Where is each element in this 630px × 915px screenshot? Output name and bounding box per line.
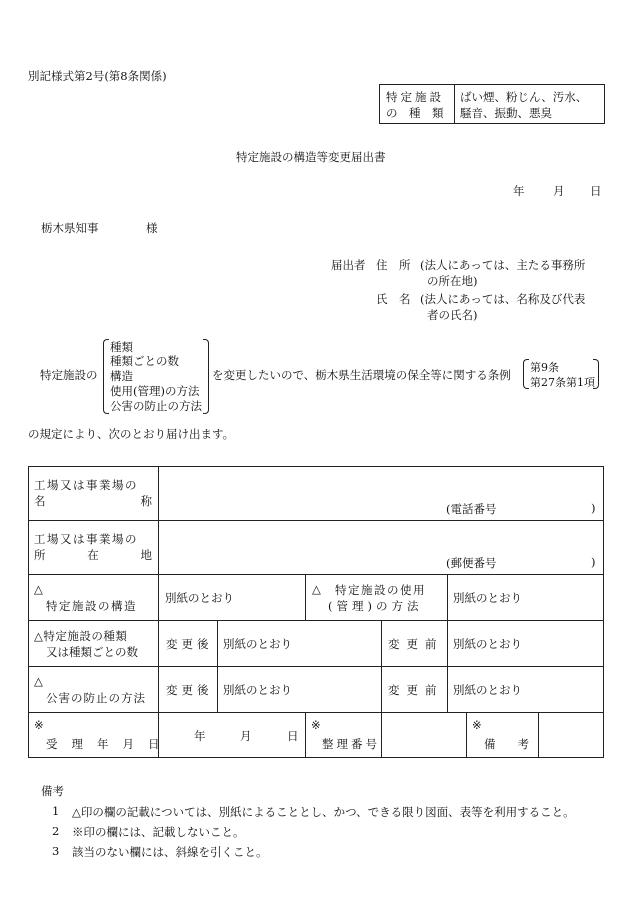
col-divider [305,712,306,758]
date-day: 日 [590,184,602,198]
facility-address-label-2 [34,547,152,563]
addressee-honorific: 様 [146,221,158,235]
facility-address-label-1: 工場又は事業場の [34,532,138,546]
facility-name-label-1: 工場又は事業場の [34,478,138,492]
remark-text: △印の欄の記載については、別紙によることとし、かつ、できる限り図面、表等を利用すること。 [72,805,575,819]
remarks-title: 備考 [41,784,64,798]
left-brace-close [203,339,209,414]
row-divider [28,666,604,667]
col-divider [305,574,306,620]
col-divider [381,620,382,758]
usage-value: 別紙のとおり [453,591,522,605]
category-label-2: の 種 類 [386,106,444,120]
structure-value: 別紙のとおり [165,591,234,605]
label-char: 所 [34,548,46,562]
statement-prefix: 特定施設の [40,368,98,382]
article-2: 第27条第1項 [530,376,595,389]
triangle-mark: △ [34,582,43,596]
remark-number: 3 [52,844,60,858]
col-divider [447,666,448,712]
category-label-1: 特定施設 [386,90,444,104]
category-value-1: ばい煙、粉じん、汚水、 [460,90,588,104]
reference-mark: ※ [472,718,482,732]
left-brace-open [103,339,109,414]
receipt-day: 日 [287,729,299,743]
receipt-date-label: 受理年月日 [46,737,174,751]
receipt-year: 年 [194,729,206,743]
document-title: 特定施設の構造等変更届出書 [236,150,386,164]
row-divider [28,520,604,521]
remark-number: 2 [52,824,60,838]
statement-option-1: 種類 [110,340,133,354]
before-change-value: 別紙のとおり [453,683,522,697]
after-change-label: 変更後 [166,683,213,697]
before-change-value: 別紙のとおり [453,637,522,651]
row-divider [28,712,604,713]
address-note-1: (法人にあっては、主たる事務所 [420,258,586,272]
remark-text: 該当のない欄には、斜線を引くこと。 [72,845,268,859]
name-label: 氏 名 [376,292,411,306]
statement-option-4: 使用(管理)の方法 [110,384,200,398]
pollution-prevention-label: 公害の防止の方法 [46,691,146,705]
category-value-2: 騒音、振動、悪臭 [460,106,552,120]
postal-code-label: (郵便番号 [446,556,497,570]
name-note-1: (法人にあっては、名称及び代表 [420,292,586,306]
reference-mark: ※ [311,718,321,732]
triangle-mark: △ [312,582,321,596]
applicant-label: 届出者 [331,258,366,272]
article-brace-open [523,359,529,389]
name-note-2: 者の氏名) [427,308,478,322]
label-column-divider [158,466,159,758]
type-count-label-2: 又は種類ごとの数 [46,645,138,659]
remark-text: ※印の欄には、記載しないこと。 [72,825,245,839]
statement-option-5: 公害の防止の方法 [110,399,202,413]
statement-suffix: の規定により、次のとおり届け出ます。 [28,427,235,441]
usage-label-1: 特定施設の使用 [335,583,426,597]
receipt-month: 月 [240,729,252,743]
triangle-mark: △ [34,674,43,688]
row-divider [28,574,604,575]
after-change-value: 別紙のとおり [223,683,292,697]
label-char: 在 [87,548,99,562]
label-char: 名 [34,494,46,508]
article-brace-close [593,359,599,389]
before-change-label: 変更前 [388,683,444,697]
row-divider [28,620,604,621]
structure-label: 特定施設の構造 [46,599,137,613]
after-change-value: 別紙のとおり [223,637,292,651]
date-month: 月 [553,184,565,198]
addressee-name: 栃木県知事 [41,221,99,235]
date-year: 年 [513,184,525,198]
address-note-2: の所在地) [427,274,478,288]
article-1: 第9条 [530,361,559,374]
after-change-label: 変更後 [166,637,213,651]
statement-option-2: 種類ごとの数 [110,354,179,368]
postal-code-close: ) [591,555,596,569]
notes-label: 備考 [484,737,551,751]
col-divider [466,712,467,758]
category-divider [454,84,455,124]
label-char: 称 [140,494,152,508]
col-divider [217,620,218,712]
phone-number-close: ) [591,501,596,515]
facility-name-label-2 [34,493,152,509]
reference-mark: ※ [34,718,44,732]
phone-number-label: (電話番号 [446,502,497,516]
col-divider [447,574,448,666]
address-label: 住 所 [376,258,411,272]
statement-middle: を変更したいので、栃木県生活環境の保全等に関する条例 [212,368,511,382]
type-count-label-1: △特定施設の種類 [34,629,128,643]
label-char: 地 [140,548,152,562]
statement-option-3: 構造 [110,369,133,383]
before-change-label: 変更前 [388,637,444,651]
reference-number-label: 整理番号 [322,737,380,751]
form-number: 別記様式第2号(第8条関係) [28,69,167,83]
remark-number: 1 [52,804,60,818]
usage-label-2: (管理)の方法 [328,599,423,613]
